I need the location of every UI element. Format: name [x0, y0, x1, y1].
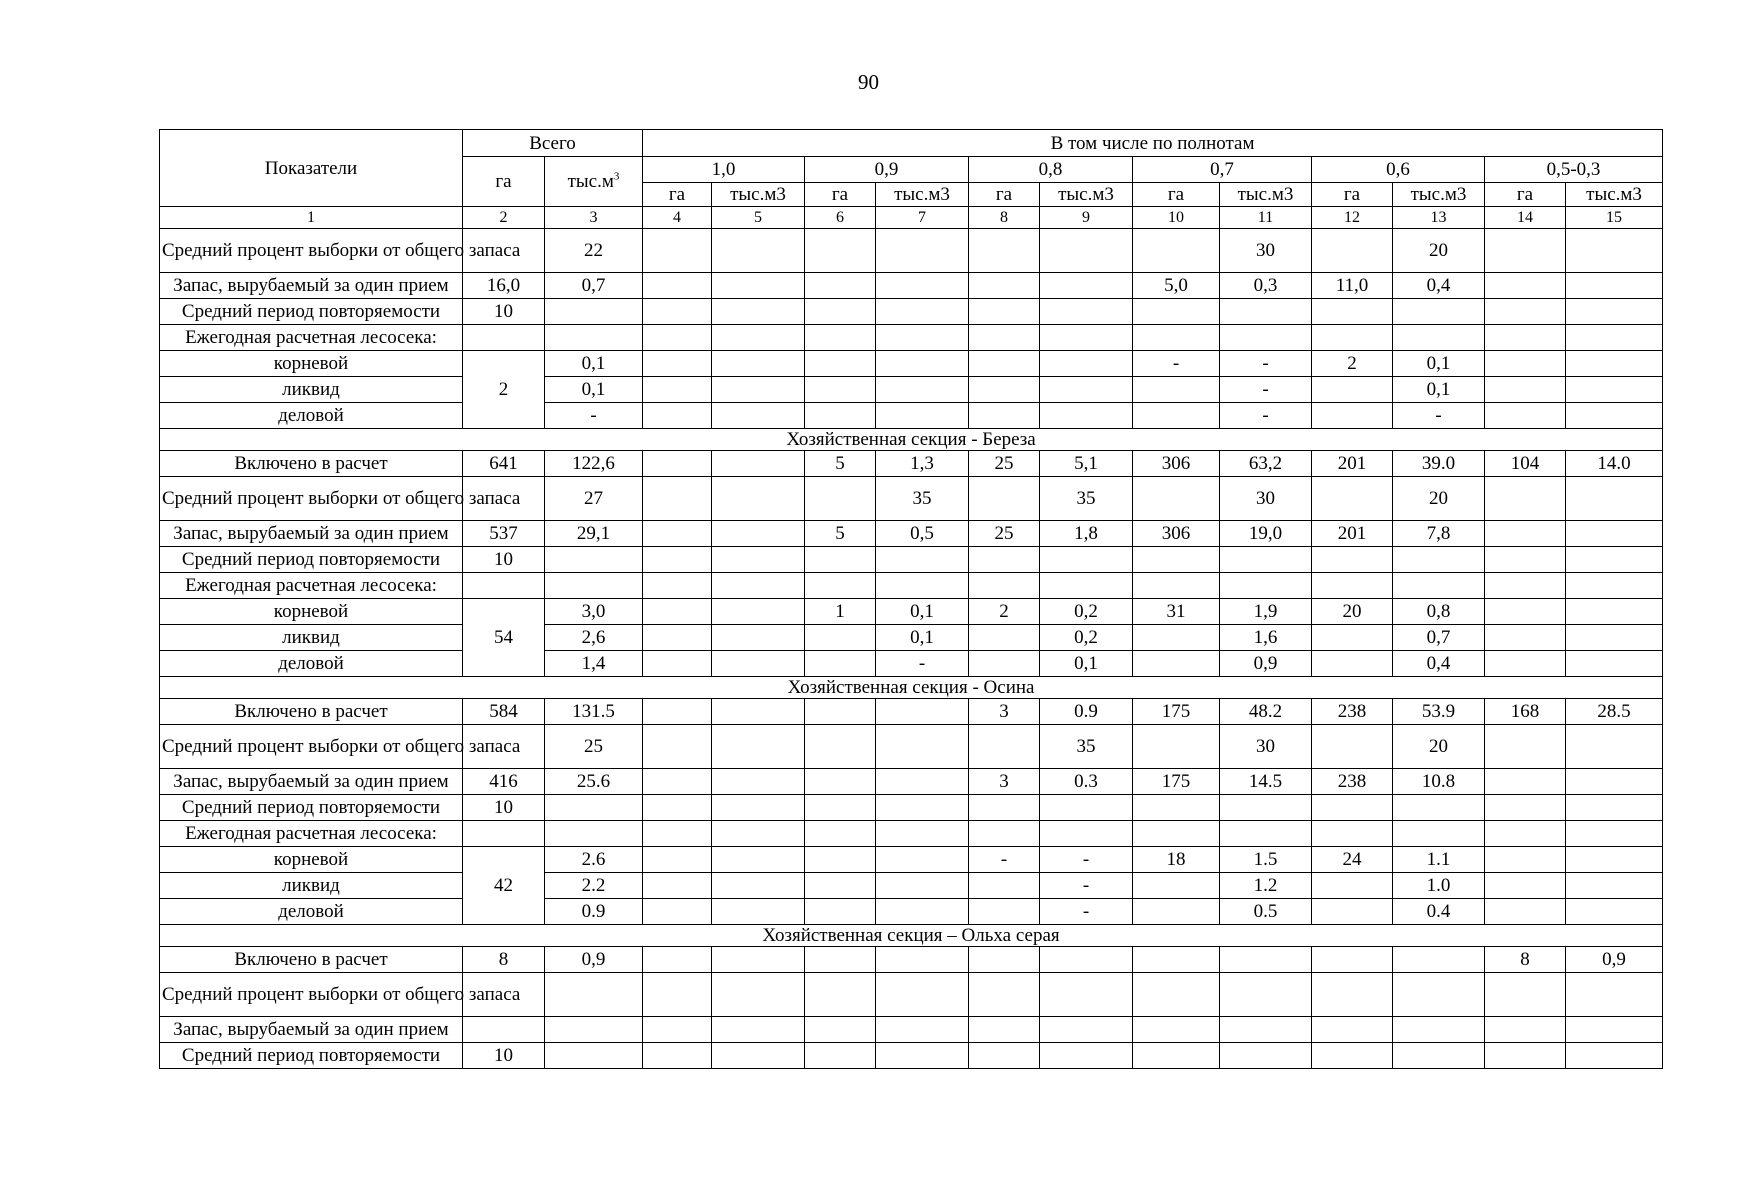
column-number: 12 — [1312, 207, 1393, 229]
table-row — [160, 725, 1663, 769]
cell: 0,1 — [876, 599, 969, 625]
cell: 10 — [463, 547, 545, 573]
cell — [712, 229, 805, 273]
cell: 7,8 — [1393, 521, 1485, 547]
cell: 3 — [969, 769, 1040, 795]
cell: 2 — [969, 599, 1040, 625]
unit-ha: га — [969, 183, 1040, 207]
cell: 8 — [1485, 947, 1566, 973]
cell: - — [1040, 873, 1133, 899]
table-row — [160, 947, 1663, 973]
unit-ha: га — [805, 183, 876, 207]
cell: 35 — [1040, 477, 1133, 521]
row-label: Включено в расчет — [160, 947, 463, 973]
column-number: 7 — [876, 207, 969, 229]
cell: 30 — [1220, 229, 1312, 273]
cell: 0.3 — [1040, 769, 1133, 795]
cell: 5,1 — [1040, 451, 1133, 477]
row-label: Включено в расчет — [160, 451, 463, 477]
table-row — [160, 699, 1663, 725]
cell — [1485, 229, 1566, 273]
table-row — [160, 625, 1663, 651]
cell: 1,8 — [1040, 521, 1133, 547]
cell: 122,6 — [545, 451, 643, 477]
cell: 22 — [545, 229, 643, 273]
table-row — [160, 1017, 1663, 1043]
cell: 20 — [1312, 599, 1393, 625]
cell: 20 — [1393, 229, 1485, 273]
row-label: Включено в расчет — [160, 699, 463, 725]
cell: 175 — [1133, 699, 1220, 725]
cell: 10 — [463, 299, 545, 325]
cell: 1.0 — [1393, 873, 1485, 899]
row-label: Ежегодная расчетная лесосека: — [160, 325, 463, 351]
column-number: 5 — [712, 207, 805, 229]
cell: 641 — [463, 451, 545, 477]
header-total-ha: га — [463, 157, 545, 207]
cell: - — [1220, 403, 1312, 429]
cell: 30 — [1220, 725, 1312, 769]
unit-volume: тыс.м3 — [1040, 183, 1133, 207]
cell — [643, 229, 712, 273]
cell: 5 — [805, 451, 876, 477]
row-label: Запас, вырубаемый за один прием — [160, 769, 463, 795]
header-density-5: 0,6 — [1312, 157, 1485, 183]
cell: 16,0 — [463, 273, 545, 299]
cell — [1566, 273, 1663, 299]
cell: 0,1 — [876, 625, 969, 651]
harvest-table — [159, 129, 1663, 1069]
cell — [876, 229, 969, 273]
row-label: Средний процент выборки от общего запаса — [160, 725, 463, 769]
cell: 2,6 — [545, 625, 643, 651]
cell: 168 — [1485, 699, 1566, 725]
cell: 1,3 — [876, 451, 969, 477]
cell: 35 — [1040, 725, 1133, 769]
cell: 14.0 — [1566, 451, 1663, 477]
header-indicators: Показатели — [160, 130, 463, 207]
cell: 104 — [1485, 451, 1566, 477]
row-label: Запас, вырубаемый за один прием — [160, 1017, 463, 1043]
cell: 0,9 — [545, 947, 643, 973]
cell: 1,4 — [545, 651, 643, 677]
column-number: 6 — [805, 207, 876, 229]
section-title-birch: Хозяйственная секция - Береза — [160, 429, 1663, 451]
cell: 54 — [463, 599, 545, 677]
cell — [712, 273, 805, 299]
page-number: 90 — [858, 70, 879, 94]
cell: 201 — [1312, 521, 1393, 547]
cell: 30 — [1220, 477, 1312, 521]
cell: 2.2 — [545, 873, 643, 899]
cell: 238 — [1312, 769, 1393, 795]
cell: 25 — [969, 521, 1040, 547]
cell — [1040, 273, 1133, 299]
cell: - — [1393, 403, 1485, 429]
header-by-density: В том числе по полнотам — [643, 130, 1663, 157]
cell: 20 — [1393, 725, 1485, 769]
cell — [1040, 229, 1133, 273]
cell: 29,1 — [545, 521, 643, 547]
header-density-2: 0,9 — [805, 157, 969, 183]
cell: 0,9 — [1566, 947, 1663, 973]
cell — [1312, 229, 1393, 273]
table-row — [160, 651, 1663, 677]
cell — [1133, 229, 1220, 273]
cell: 1.2 — [1220, 873, 1312, 899]
cell — [643, 273, 712, 299]
column-number: 8 — [969, 207, 1040, 229]
cell: - — [876, 651, 969, 677]
row-label: Ежегодная расчетная лесосека: — [160, 573, 463, 599]
table-row — [160, 325, 1663, 351]
cell: 0,7 — [545, 273, 643, 299]
table-row — [160, 899, 1663, 925]
unit-ha: га — [1485, 183, 1566, 207]
cell: 238 — [1312, 699, 1393, 725]
cell: 0,2 — [1040, 599, 1133, 625]
cell: 0,5 — [876, 521, 969, 547]
row-label: Средний период повторяемости — [160, 795, 463, 821]
column-number: 9 — [1040, 207, 1133, 229]
header-density-6: 0,5-0,3 — [1485, 157, 1663, 183]
cell: 31 — [1133, 599, 1220, 625]
cell — [1485, 273, 1566, 299]
cell: 63,2 — [1220, 451, 1312, 477]
column-number: 4 — [643, 207, 712, 229]
table-row — [160, 573, 1663, 599]
cell: 10 — [463, 795, 545, 821]
cell: 20 — [1393, 477, 1485, 521]
cell: 5,0 — [1133, 273, 1220, 299]
row-label: Средний период повторяемости — [160, 299, 463, 325]
table-row — [160, 847, 1663, 873]
unit-volume: тыс.м3 — [1393, 183, 1485, 207]
unit-ha: га — [643, 183, 712, 207]
cell: 25 — [969, 451, 1040, 477]
header-total-volume: $тыс.м^3$ — [545, 157, 643, 207]
unit-ha: га — [1133, 183, 1220, 207]
table-row — [160, 273, 1663, 299]
cell: 0,1 — [545, 377, 643, 403]
cell — [1566, 229, 1663, 273]
row-label: деловой — [160, 403, 463, 429]
cell: 584 — [463, 699, 545, 725]
cell: 39.0 — [1393, 451, 1485, 477]
row-label: Запас, вырубаемый за один прием — [160, 521, 463, 547]
row-label: Средний период повторяемости — [160, 1043, 463, 1069]
cell: 1,6 — [1220, 625, 1312, 651]
row-label: ликвид — [160, 873, 463, 899]
column-number: 15 — [1566, 207, 1663, 229]
header-density-1: 1,0 — [643, 157, 805, 183]
cell: 28.5 — [1566, 699, 1663, 725]
table-row — [160, 299, 1663, 325]
cell: 2 — [463, 351, 545, 429]
cell: 0,4 — [1393, 651, 1485, 677]
table-row — [160, 477, 1663, 521]
cell: 25.6 — [545, 769, 643, 795]
row-label: Ежегодная расчетная лесосека: — [160, 821, 463, 847]
table-row — [160, 521, 1663, 547]
cell: 0.9 — [545, 899, 643, 925]
table-row — [160, 547, 1663, 573]
cell: 48.2 — [1220, 699, 1312, 725]
header-density-3: 0,8 — [969, 157, 1133, 183]
unit-ha: га — [1312, 183, 1393, 207]
cell: 0.5 — [1220, 899, 1312, 925]
cell: - — [1220, 351, 1312, 377]
cell: - — [1133, 351, 1220, 377]
header-density-4: 0,7 — [1133, 157, 1312, 183]
cell: 0,3 — [1220, 273, 1312, 299]
cell: 0,7 — [1393, 625, 1485, 651]
row-label: Средний процент выборки от общего запаса — [160, 973, 463, 1017]
cell: 306 — [1133, 451, 1220, 477]
cell: 35 — [876, 477, 969, 521]
cell: 11,0 — [1312, 273, 1393, 299]
cell: 0.4 — [1393, 899, 1485, 925]
cell: 0,1 — [1393, 351, 1485, 377]
section-title-aspen: Хозяйственная секция - Осина — [160, 677, 1663, 699]
column-number: 2 — [463, 207, 545, 229]
cell — [805, 273, 876, 299]
table-row — [160, 769, 1663, 795]
cell — [805, 229, 876, 273]
table-row — [160, 229, 1663, 273]
table-row — [160, 973, 1663, 1017]
table-row — [160, 1043, 1663, 1069]
row-label: Средний период повторяемости — [160, 547, 463, 573]
cell: 3,0 — [545, 599, 643, 625]
table-row — [160, 599, 1663, 625]
cell: 416 — [463, 769, 545, 795]
cell: 2.6 — [545, 847, 643, 873]
cell: 8 — [463, 947, 545, 973]
cell: 42 — [463, 847, 545, 925]
row-label: деловой — [160, 899, 463, 925]
cell: 1.5 — [1220, 847, 1312, 873]
row-label: Средний процент выборки от общего запаса — [160, 229, 463, 273]
table-row — [160, 451, 1663, 477]
cell — [876, 273, 969, 299]
table-row — [160, 403, 1663, 429]
cell: - — [1040, 899, 1133, 925]
row-label: ликвид — [160, 625, 463, 651]
row-label: ликвид — [160, 377, 463, 403]
header-total: Всего — [463, 130, 643, 157]
cell: 0.9 — [1040, 699, 1133, 725]
cell: 25 — [545, 725, 643, 769]
row-label: Запас, вырубаемый за один прием — [160, 273, 463, 299]
cell: 0,1 — [1393, 377, 1485, 403]
cell — [969, 273, 1040, 299]
cell: - — [1040, 847, 1133, 873]
cell: 24 — [1312, 847, 1393, 873]
column-number: 3 — [545, 207, 643, 229]
cell: 10 — [463, 1043, 545, 1069]
row-label: корневой — [160, 847, 463, 873]
unit-volume: тыс.м3 — [1566, 183, 1663, 207]
column-number: 14 — [1485, 207, 1566, 229]
cell: 0,8 — [1393, 599, 1485, 625]
cell: 0,9 — [1220, 651, 1312, 677]
cell: 1.1 — [1393, 847, 1485, 873]
cell: 0,4 — [1393, 273, 1485, 299]
section-title-alder: Хозяйственная секция – Ольха серая — [160, 925, 1663, 947]
column-number: 13 — [1393, 207, 1485, 229]
cell: 1,9 — [1220, 599, 1312, 625]
cell: 2 — [1312, 351, 1393, 377]
cell: 18 — [1133, 847, 1220, 873]
table-row — [160, 377, 1663, 403]
table-row — [160, 795, 1663, 821]
row-label: Средний процент выборки от общего запаса — [160, 477, 463, 521]
cell: 19,0 — [1220, 521, 1312, 547]
unit-volume: тыс.м3 — [1220, 183, 1312, 207]
cell — [969, 229, 1040, 273]
cell: - — [1220, 377, 1312, 403]
row-label: корневой — [160, 599, 463, 625]
cell: 175 — [1133, 769, 1220, 795]
table-row — [160, 873, 1663, 899]
column-number: 1 — [160, 207, 463, 229]
cell: 201 — [1312, 451, 1393, 477]
cell: - — [969, 847, 1040, 873]
cell: 131.5 — [545, 699, 643, 725]
column-number: 10 — [1133, 207, 1220, 229]
cell: 1 — [805, 599, 876, 625]
table-row — [160, 351, 1663, 377]
cell: 0,1 — [1040, 651, 1133, 677]
unit-volume: тыс.м3 — [712, 183, 805, 207]
cell: 27 — [545, 477, 643, 521]
table-row — [160, 821, 1663, 847]
unit-volume: тыс.м3 — [876, 183, 969, 207]
cell: 53.9 — [1393, 699, 1485, 725]
cell: 537 — [463, 521, 545, 547]
cell: 3 — [969, 699, 1040, 725]
cell: 10.8 — [1393, 769, 1485, 795]
cell: 5 — [805, 521, 876, 547]
cell: 0,2 — [1040, 625, 1133, 651]
row-label: деловой — [160, 651, 463, 677]
cell: - — [545, 403, 643, 429]
cell: 14.5 — [1220, 769, 1312, 795]
column-number: 11 — [1220, 207, 1312, 229]
cell: 306 — [1133, 521, 1220, 547]
cell: 0,1 — [545, 351, 643, 377]
row-label: корневой — [160, 351, 463, 377]
